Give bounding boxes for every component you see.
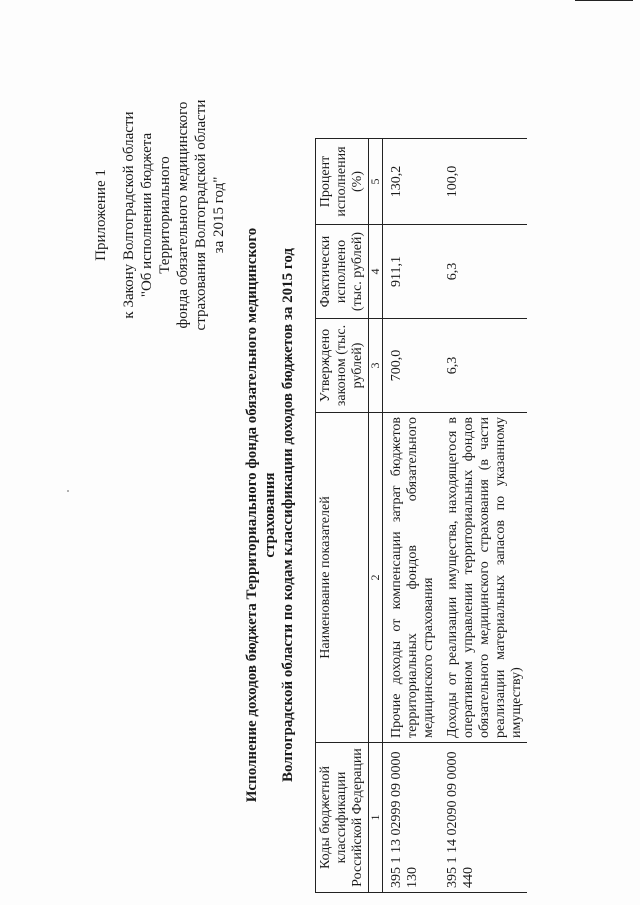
row-code: 395 1 13 02999 09 0000 130 [383,743,440,893]
law-title-line: страхования Волгоградской области [193,99,209,331]
appendix-to-law: к Закону Волгоградской области [121,111,137,319]
column-number: 1 [369,743,383,893]
row-name: Доходы от реализации имущества, находящегося в оперативном управлении территориальных фондов обязательного медицинского страхования (в части реализации материальных запасов по указанному имуществу) [439,413,527,743]
table-row [383,139,440,893]
header-name: Наименование показателей [316,413,369,743]
header-actual: Фактически исполнено (тыс. рублей) [316,225,369,319]
title-line: Волгоградской области по кодам классификации доходов бюджетов за 2015 год [280,247,296,783]
header-percent: Процент исполнения (%) [316,139,369,225]
header-row [316,139,369,893]
title-line: Исполнение доходов бюджета Территориального фонда обязательного медицинского страхования [244,227,278,803]
law-title-line: за 2015 год" [211,176,227,254]
row-actual: 6,3 [439,225,527,319]
row-code: 395 1 14 02090 09 0000 440 [439,743,527,893]
row-approved: 700,0 [383,319,440,413]
law-title-line: "Об исполнении бюджета Территориального [139,132,173,298]
table-row [439,139,527,893]
column-number: 2 [369,413,383,743]
appendix-label: Приложение 1 [93,169,109,261]
row-actual: 911,1 [383,225,440,319]
row-approved: 6,3 [439,319,527,413]
column-number: 5 [369,139,383,225]
document-title [243,195,297,835]
row-percent: 130,2 [383,139,440,225]
header-codes: Коды бюджетной классификации Российской Федерации [316,743,369,893]
row-percent: 100,0 [439,139,527,225]
revenue-table [315,138,527,893]
appendix-block [92,90,228,340]
row-name: Прочие доходы от компенсации затрат бюджетов территориальных фондов обязательного медицинского страхования [383,413,440,743]
header-approved: Утверждено законом (тыс. рублей) [316,319,369,413]
column-number-row [369,139,383,893]
column-number: 3 [369,319,383,413]
column-number: 4 [369,225,383,319]
law-title-line: фонда обязательного медицинского [175,101,191,329]
